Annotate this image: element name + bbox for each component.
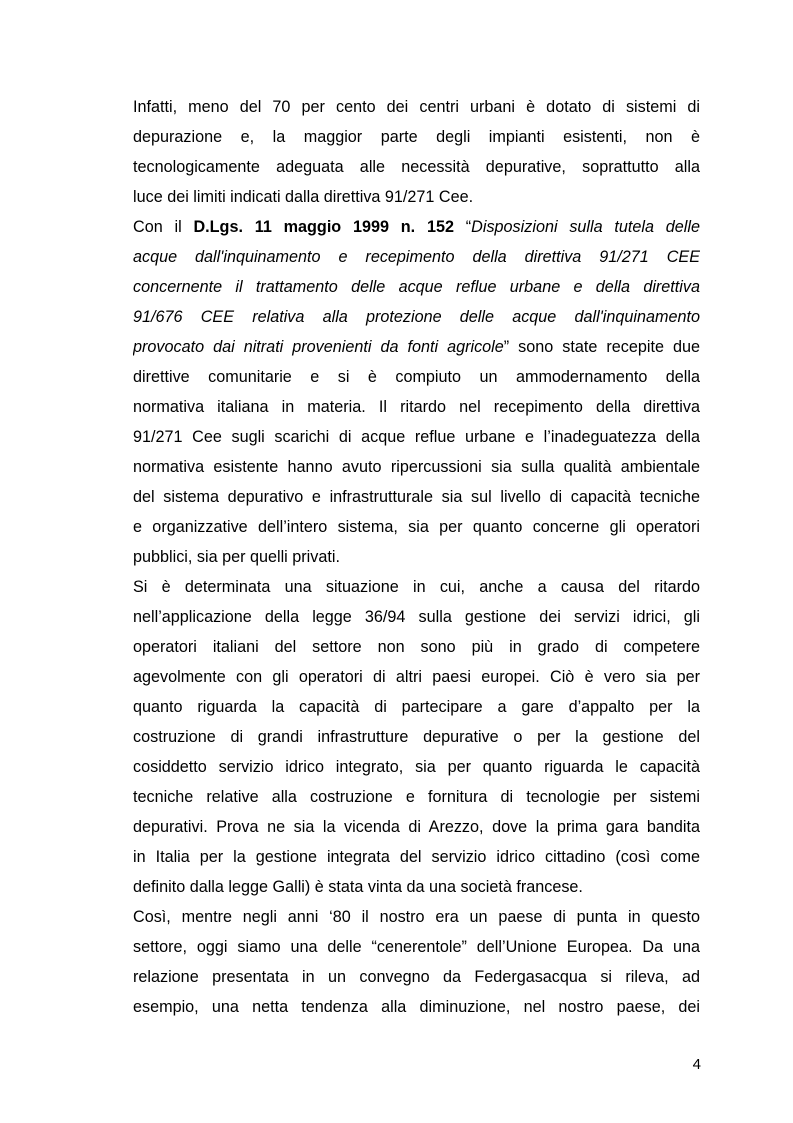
text-run: depurazione e, la maggior parte degli impianti esistenti, non è [133,128,700,146]
text-run: pubblici, sia per quelli privati. [133,548,340,566]
text-run: agevolmente con gli operatori di altri paesi europei. Ciò è vero sia per [133,668,700,686]
text-line [133,962,700,992]
text-line [133,542,700,572]
text-run: depurativi. Prova ne sia la vicenda di Arezzo, dove la prima gara bandita [133,818,700,836]
text-line [133,332,700,362]
page-number: 4 [692,1056,701,1073]
text-line [133,992,700,1022]
text-run: tecnologicamente adeguata alle necessità depurative, soprattutto alla [133,158,700,176]
text-line [133,632,700,662]
text-run: definito dalla legge Galli) è stata vinta da una società francese. [133,878,583,896]
text-line [133,152,700,182]
text-line [133,302,700,332]
text-line [133,482,700,512]
text-line [133,182,700,212]
italic-text: Disposizioni sulla tutela delle [471,218,700,236]
italic-text: 91/676 CEE relativa alla protezione delle acque dall'inquinamento [133,308,700,326]
text-run: luce dei limiti indicati dalla direttiva 91/271 Cee. [133,188,474,206]
text-run: nell’applicazione della legge 36/94 sulla gestione dei servizi idrici, gli [133,608,700,626]
text-line [133,602,700,632]
text-line [133,572,700,602]
text-line [133,272,700,302]
text-line [133,512,700,542]
bold-text: D.Lgs. 11 maggio 1999 n. 152 [193,218,454,236]
text-run: normativa italiana in materia. Il ritardo nel recepimento della direttiva [133,398,700,416]
text-run: 91/271 Cee sugli scarichi di acque reflue urbane e l’inadeguatezza della [133,428,700,446]
text-line [133,902,700,932]
text-run: settore, oggi siamo una delle “cenerentole” dell’Unione Europea. Da una [133,938,700,956]
paragraph [133,212,700,572]
text-run: Con il [133,218,194,236]
text-line [133,212,700,242]
text-line [133,122,700,152]
text-line [133,242,700,272]
paragraph [133,902,700,1022]
text-line [133,422,700,452]
text-run: Si è determinata una situazione in cui, anche a causa del ritardo [133,578,700,596]
text-line [133,812,700,842]
text-line [133,662,700,692]
text-line [133,392,700,422]
text-line [133,782,700,812]
text-run: esempio, una netta tendenza alla diminuzione, nel nostro paese, dei [133,998,700,1016]
text-run: quanto riguarda la capacità di partecipare a gare d’appalto per la [133,698,700,716]
text-line [133,752,700,782]
italic-text: acque dall'inquinamento e recepimento della direttiva 91/271 CEE [133,248,700,266]
document-body [133,92,700,1022]
text-run: Infatti, meno del 70 per cento dei centri urbani è dotato di sistemi di [133,98,700,116]
text-run: del sistema depurativo e infrastrutturale sia sul livello di capacità tecniche [133,488,700,506]
text-line [133,692,700,722]
text-line [133,452,700,482]
italic-text: provocato dai nitrati provenienti da fonti agricole [133,338,504,356]
text-run: direttive comunitarie e si è compiuto un ammodernamento della [133,368,700,386]
text-run: ” sono state recepite due [503,338,700,356]
text-run: relazione presentata in un convegno da Federgasacqua si rileva, ad [133,968,700,986]
text-run: costruzione di grandi infrastrutture depurative o per la gestione del [133,728,700,746]
text-line [133,842,700,872]
text-run: operatori italiani del settore non sono più in grado di competere [133,638,700,656]
text-run: e organizzative dell’intero sistema, sia per quanto concerne gli operatori [133,518,700,536]
text-line [133,92,700,122]
text-run: in Italia per la gestione integrata del servizio idrico cittadino (così come [133,848,700,866]
text-run: cosiddetto servizio idrico integrato, sia per quanto riguarda le capacità [133,758,700,776]
text-line [133,872,700,902]
italic-text: concernente il trattamento delle acque reflue urbane e della direttiva [133,278,700,296]
text-line [133,932,700,962]
paragraph [133,92,700,212]
text-run: “ [453,218,472,236]
text-line [133,362,700,392]
text-run: Così, mentre negli anni ‘80 il nostro era un paese di punta in questo [133,908,700,926]
paragraph [133,572,700,902]
text-run: tecniche relative alla costruzione e fornitura di tecnologie per sistemi [133,788,700,806]
text-run: normativa esistente hanno avuto ripercussioni sia sulla qualità ambientale [133,458,700,476]
text-line [133,722,700,752]
